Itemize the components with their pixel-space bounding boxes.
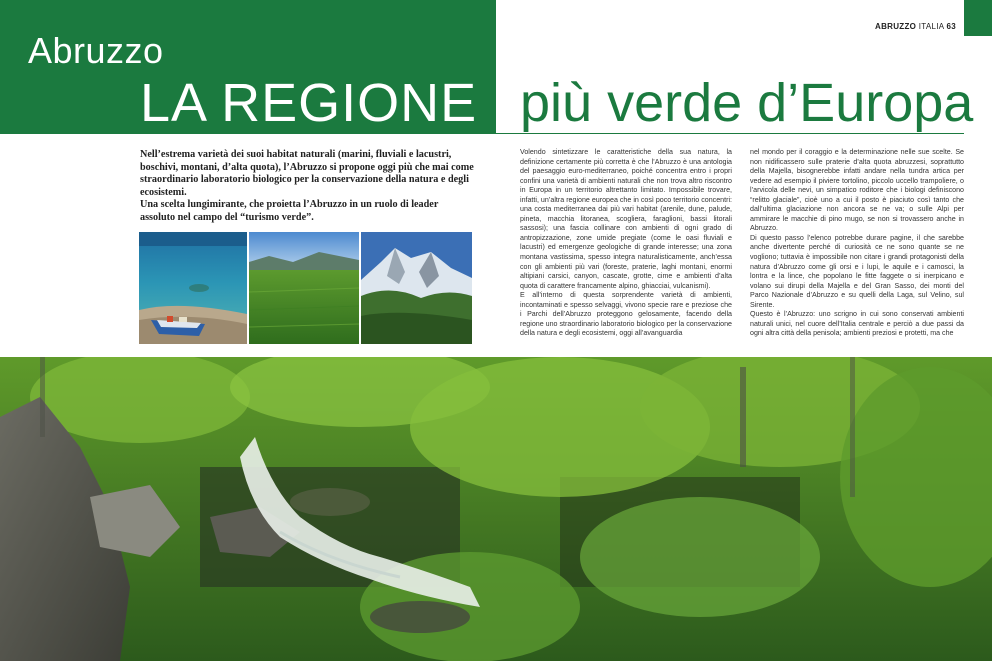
intro-text-2: Una scelta lungimirante, che proietta l’Abruzzo in un ruolo di leader assoluto nel campo del “turismo verde”. [140, 199, 439, 223]
running-head-region: ABRUZZO [875, 22, 917, 31]
mountain-photo [361, 232, 472, 344]
running-head-country: ITALIA [918, 22, 944, 31]
page-number: 63 [946, 22, 956, 31]
col1-paragraph-1: Volendo sintetizzare le caratteristiche della sua natura, la definizione certamente più corretta è che l’Abruzzo è una antologia del paesaggio euro-mediterraneo, poiché concentra entro i propri confini una varietà di ambienti naturali che non trova altro riscontro in Europa in un territorio altrettanto limitato. Impossibile trovare, infatti, un’altra regione europea che in così poco territorio concentri: una costa mediterranea dai più vari habitat (arenile, dune, palude, pineta, macchia litoranea, scogliera, faraglioni, bassi litorali sassosi); una fascia collinare con ambienti di ogni grado di antropizzazione, zone umide pregiate (come le oasi fluviali e lacustri) ed emergenze geologiche di grande interesse; una zona montana vastissima, spesso integra naturalisticamente, anch’essa con gli ambienti più vari (foreste, praterie, laghi montani, enormi altipiani carsici, canyon, cascate, grotte, cime e ambienti d’alta quota di carattere francamente alpino, ghiacciai, vulcanismi). [520, 148, 732, 290]
title-kicker: Abruzzo [28, 30, 164, 71]
title-rule [496, 133, 964, 134]
body-column-1 [520, 148, 732, 339]
running-head [875, 22, 956, 31]
col1-paragraph-2: E all’interno di questa sorprendente varietà di ambienti, incontaminati e spesso selvaggi, vivono specie rare e preziose che i Parchi dell’Abruzzo proteggono gelosamente, facendo della regione uno straordinario laboratorio biologico per la conservazione della natura e degli ecosistemi, oggi all’avanguardia [520, 291, 732, 338]
col2-paragraph-2: Di questo passo l’elenco potrebbe durare pagine, il che sarebbe anche divertente perché di curiosità ce ne sono quante se ne vogliono; tuttavia è impossibile non citare i grandi protagonisti della natura d’Abruzzo come gli orsi e i lupi, le aquile e i camosci, la lontra e la lince, che popolano le fitte faggete o si inerpicano e volano sui dirupi della Majella e del Gran Sasso, dei monti del Parco Nazionale d’Abruzzo e su quelli della Laga, sul Velino, sul Sirente. [750, 233, 964, 309]
col2-paragraph-1: nel mondo per il coraggio e la determinazione nelle sue scelte. Se non nidificassero sulle praterie d’alta quota abruzzesi, soprattutto della Majella, bisognerebbe infatti andare nella tundra artica per vedere ad esempio il piviere tortolino, piccolo uccello trampoliere, o l’arvicola delle nevi, un simpatico roditore che i biologi definiscono “relitto glaciale”, cioè uno a cui il posto è piaciuto così tanto che dall’ultima glaciazione non ancora se ne va; o sulle Alpi per ammirare le macchie di pino mugo, se non si trovassero anche in Abruzzo. [750, 148, 964, 233]
body-column-2 [750, 148, 964, 339]
meadow-photo [249, 232, 359, 344]
intro-text-1: Nell’estrema varietà dei suoi habitat naturali (marini, fluviali e lacustri, boschivi, montani, d’alta quota), l’Abruzzo si propone oggi più che mai come straordinario laboratorio biologico per la conservazione della natura e degli ecosistemi. [140, 149, 474, 198]
title-line-b: più verde d’Europa [520, 73, 974, 133]
page-corner-tab [964, 0, 992, 36]
coast-photo [139, 232, 247, 344]
title-line-a: LA REGIONE [140, 73, 478, 133]
forest-panorama-photo [0, 357, 992, 661]
intro-paragraph [140, 149, 475, 224]
col2-paragraph-3: Questo è l’Abruzzo: uno scrigno in cui sono conservati ambienti naturali unici, nel cuore dell’Italia centrale e perciò a due passi da ogni altra città della penisola; ambienti preziosi e protetti, ma che [750, 310, 964, 338]
